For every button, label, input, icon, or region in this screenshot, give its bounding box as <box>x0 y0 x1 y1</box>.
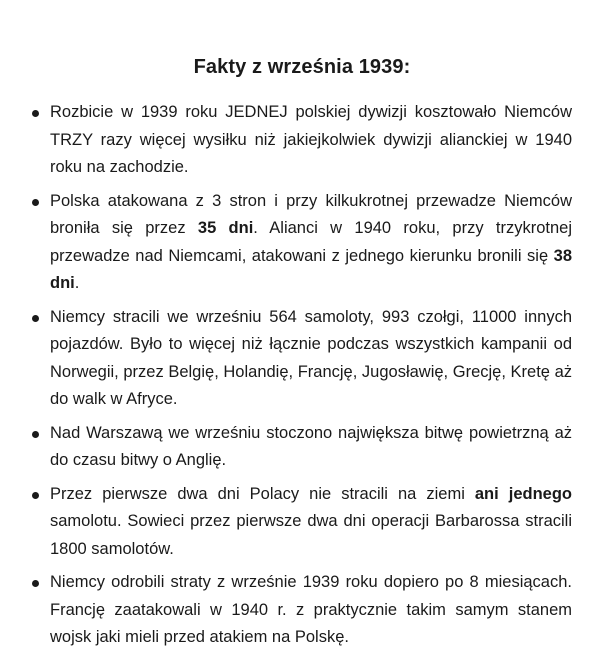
bullet-icon <box>32 199 39 206</box>
fact-item <box>32 481 572 564</box>
fact-item <box>32 188 572 298</box>
bullet-icon <box>32 110 39 117</box>
fact-emphasis: 35 dni <box>197 219 254 237</box>
facts-list <box>32 99 572 652</box>
fact-text: Polska atakowana z 3 stron i przy kilkukrotnej przewadze Niemców broniła się przez <box>50 191 572 237</box>
fact-item <box>32 569 572 652</box>
fact-item <box>32 420 572 475</box>
fact-emphasis: ani jednego <box>474 484 572 503</box>
fact-text: Niemcy stracili we wrześniu 564 samoloty, 993 czołgi, 11000 innych pojazdów. Było to więcej niż łącznie podczas wszystkich kampanii od Norwegii, przez Belgię, Holandię, Francję, Jugosławię, Grecję, Kretę aż do walk w Afryce. <box>50 307 572 408</box>
fact-item <box>32 99 572 182</box>
fact-text: . Alianci w 1940 roku, przy trzykrotnej przewadze nad Niemcami, atakowani z jednego kierunku bronili się <box>50 219 572 265</box>
fact-text: Rozbicie w 1939 roku JEDNEJ polskiej dywizji kosztowało Niemców TRZY razy więcej wysiłku niż jakiejkolwiek dywizji alianckiej w 1940 roku na zachodzie. <box>50 103 572 176</box>
fact-item <box>32 304 572 414</box>
bullet-icon <box>32 315 39 322</box>
bullet-icon <box>32 431 39 438</box>
fact-text: Niemcy odrobili straty z wrześnie 1939 roku dopiero po 8 miesiącach. Francję zaatakowali w 1940 r. z praktycznie takim samym stanem wojsk jaki mieli przed atakiem na Polskę. <box>50 573 572 646</box>
bullet-icon <box>32 580 39 587</box>
fact-text: Nad Warszawą we wrześniu stoczono największa bitwę powietrzną aż do czasu bitwy o Anglię. <box>50 423 572 469</box>
fact-text: samolotu. Sowieci przez pierwsze dwa dni operacji Barbarossa stracili 1800 samolotów. <box>50 512 572 558</box>
fact-text: . <box>74 274 80 292</box>
document-title: Fakty z września 1939: <box>193 56 411 78</box>
fact-emphasis: 38 dni <box>50 246 572 292</box>
bullet-icon <box>32 492 39 499</box>
fact-text: Przez pierwsze dwa dni Polacy nie stracili na ziemi <box>50 484 475 503</box>
